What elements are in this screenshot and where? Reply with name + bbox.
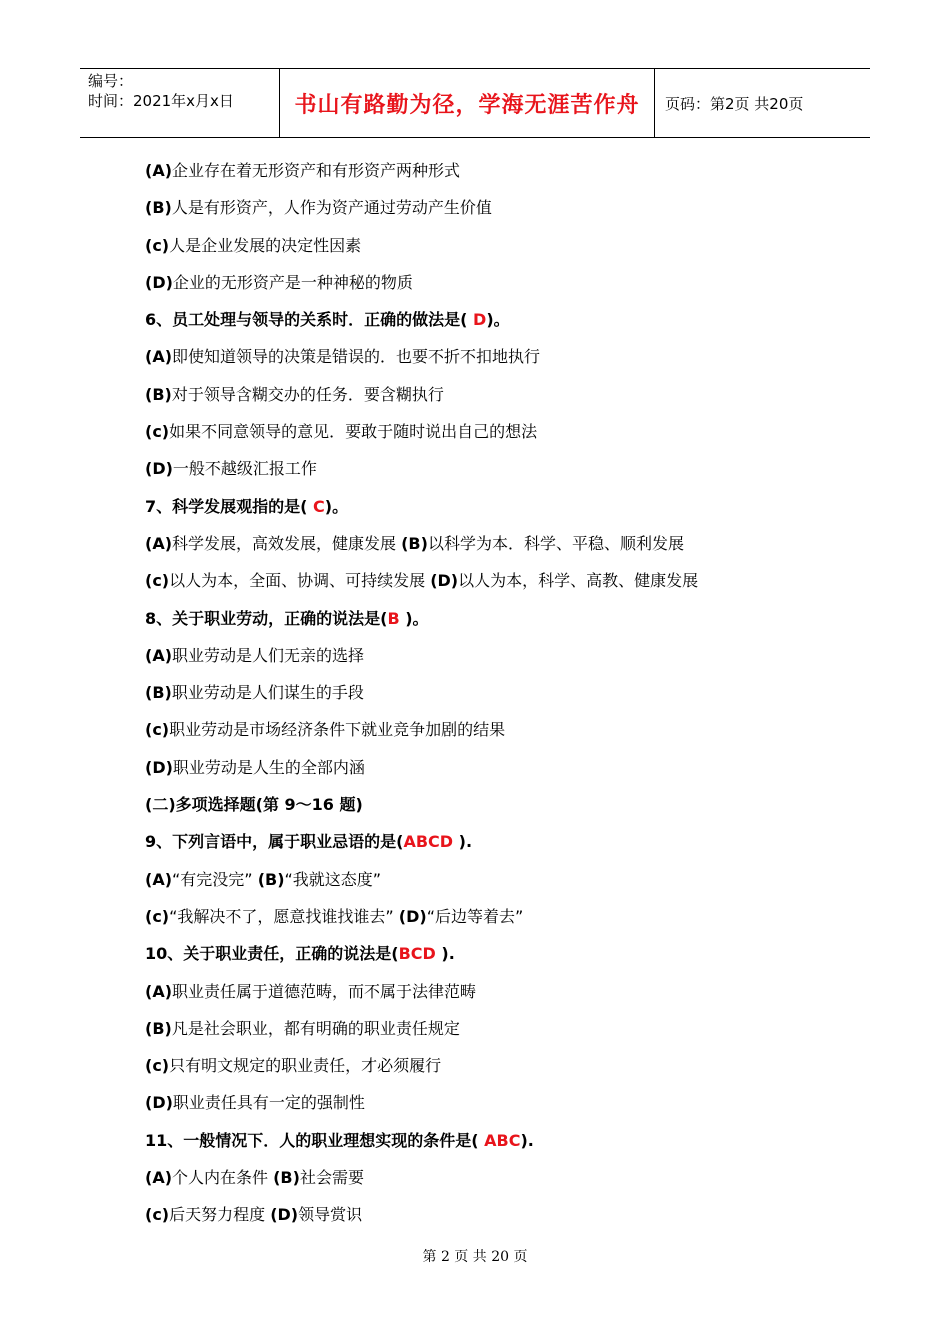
option-text: “后边等着去” xyxy=(426,906,524,926)
option-label: (D) xyxy=(398,906,427,926)
answer-key: BCD xyxy=(398,944,436,964)
option-text: 职业劳动是市场经济条件下就业竞争加剧的结果 xyxy=(169,720,506,740)
option-label: (D) xyxy=(145,459,173,479)
option-line xyxy=(145,1010,865,1047)
option-label: (B) xyxy=(145,384,172,404)
option-line xyxy=(145,674,865,711)
answer-key: D xyxy=(467,310,487,330)
question-text: 6、员工处理与领导的关系时．正确的做法是( xyxy=(145,310,468,330)
option-line xyxy=(145,711,865,748)
option-text: 人是有形资产，人作为资产通过劳动产生价值 xyxy=(171,198,492,218)
option-label: (A) xyxy=(145,645,173,665)
option-line xyxy=(145,525,865,562)
question-text: 10、关于职业责任，正确的说法是( xyxy=(145,944,399,964)
option-text: 科学发展，高效发展，健康发展 xyxy=(172,533,402,553)
answer-key: C xyxy=(307,496,325,516)
header-page-info: 页码：第2页 共20页 xyxy=(665,94,804,113)
option-line xyxy=(145,562,865,599)
option-text: 领导赏识 xyxy=(298,1205,363,1225)
option-text: 职业劳动是人们谋生的手段 xyxy=(171,683,364,703)
question-end: )。 xyxy=(399,608,429,628)
option-label: (c) xyxy=(145,1056,170,1076)
option-text: 社会需要 xyxy=(299,1168,364,1188)
document-time-label: 时间：2021年x月x日 xyxy=(88,92,234,110)
option-label: (D) xyxy=(430,571,459,591)
question-text: 9、下列言语中，属于职业忌语的是( xyxy=(145,832,404,852)
option-line xyxy=(145,152,865,189)
option-line xyxy=(145,973,865,1010)
option-label: (B) xyxy=(401,533,428,553)
option-text: “有完没完” xyxy=(172,869,258,889)
question-text: 11、一般情况下．人的职业理想实现的条件是( xyxy=(145,1130,479,1150)
option-text: 企业的无形资产是一种神秘的物质 xyxy=(172,272,413,292)
option-text: 以人为本，科学、高教、健康发展 xyxy=(458,571,699,591)
option-text: 职业责任属于道德范畴，而不属于法律范畴 xyxy=(172,981,477,1001)
option-label: (c) xyxy=(145,720,170,740)
option-text: 个人内在条件 xyxy=(172,1168,274,1188)
page-footer: 第 2 页 共 20 页 xyxy=(422,1249,528,1265)
question-line xyxy=(145,786,865,823)
option-label: (B) xyxy=(273,1168,300,1188)
option-line xyxy=(145,227,865,264)
option-label: (A) xyxy=(145,161,173,180)
option-line xyxy=(145,1047,865,1084)
header-meta xyxy=(80,69,280,137)
option-label: (c) xyxy=(145,571,170,591)
option-label: (B) xyxy=(145,683,172,703)
question-line xyxy=(145,600,865,637)
option-text: 职业责任具有一定的强制性 xyxy=(172,1093,365,1113)
question-text: 7、科学发展观指的是( xyxy=(145,496,308,516)
option-label: (D) xyxy=(145,272,173,292)
question-line xyxy=(145,935,865,972)
option-line xyxy=(145,1084,865,1121)
question-line xyxy=(145,301,865,338)
answer-key: ABC xyxy=(478,1130,521,1150)
option-label: (c) xyxy=(145,422,170,442)
option-line xyxy=(145,861,865,898)
question-line xyxy=(145,1122,865,1159)
option-label: (c) xyxy=(145,1205,170,1225)
header-motto-cell xyxy=(280,69,655,137)
question-end: )。 xyxy=(486,310,510,330)
question-end: ). xyxy=(453,832,473,852)
question-end: ). xyxy=(435,944,455,964)
option-line xyxy=(145,450,865,487)
option-line xyxy=(145,338,865,375)
option-text: 后天努力程度 xyxy=(169,1205,271,1225)
option-text: 人是企业发展的决定性因素 xyxy=(169,235,362,255)
option-line xyxy=(145,189,865,226)
header-motto: 书山有路勤为径，学海无涯苦作舟 xyxy=(294,91,640,118)
option-line xyxy=(145,749,865,786)
option-text: 以人为本，全面、协调、可持续发展 xyxy=(169,571,431,591)
page-header xyxy=(80,68,870,138)
option-line xyxy=(145,898,865,935)
option-label: (A) xyxy=(145,869,173,889)
option-text: 一般不越级汇报工作 xyxy=(172,459,317,479)
option-label: (D) xyxy=(270,1205,299,1225)
option-label: (B) xyxy=(257,869,285,889)
option-label: (A) xyxy=(145,1168,173,1188)
option-label: (A) xyxy=(145,347,173,367)
option-label: (A) xyxy=(145,981,173,1001)
question-body xyxy=(145,152,865,1234)
question-text: 8、关于职业劳动，正确的说法是( xyxy=(145,608,388,628)
answer-key: B xyxy=(387,608,400,628)
option-text: 职业劳动是人们无亲的选择 xyxy=(172,645,365,665)
option-label: (B) xyxy=(145,198,172,218)
option-text: “我解决不了，愿意找谁找谁去” xyxy=(169,906,399,926)
option-text: 对于领导含糊交办的任务．要含糊执行 xyxy=(171,384,444,404)
option-line xyxy=(145,1159,865,1196)
option-text: 凡是社会职业，都有明确的职业责任规定 xyxy=(171,1018,460,1038)
question-text: (二)多项选择题(第 9～16 题) xyxy=(145,795,363,815)
option-text: 企业存在着无形资产和有形资产两种形式 xyxy=(172,161,461,180)
option-label: (c) xyxy=(145,235,170,255)
option-line xyxy=(145,413,865,450)
option-label: (A) xyxy=(145,533,173,553)
question-line xyxy=(145,823,865,860)
answer-key: ABCD xyxy=(403,832,454,852)
option-text: 以科学为本．科学、平稳、顺利发展 xyxy=(427,533,684,553)
option-label: (D) xyxy=(145,1093,173,1113)
question-line xyxy=(145,488,865,525)
option-label: (c) xyxy=(145,906,170,926)
option-line xyxy=(145,264,865,301)
option-text: 如果不同意领导的意见．要敢于随时说出自己的想法 xyxy=(169,422,538,442)
document-number-label: 编号： xyxy=(88,72,134,90)
option-text: 职业劳动是人生的全部内涵 xyxy=(172,757,365,777)
option-line xyxy=(145,637,865,674)
option-line xyxy=(145,1196,865,1233)
option-line xyxy=(145,376,865,413)
option-text: 即使知道领导的决策是错误的．也要不折不扣地执行 xyxy=(172,347,541,367)
option-label: (D) xyxy=(145,757,173,777)
question-end: ). xyxy=(520,1130,534,1150)
question-end: )。 xyxy=(324,496,349,516)
option-text: “我就这态度” xyxy=(284,869,382,889)
option-label: (B) xyxy=(145,1018,172,1038)
option-text: 只有明文规定的职业责任，才必须履行 xyxy=(169,1056,442,1076)
